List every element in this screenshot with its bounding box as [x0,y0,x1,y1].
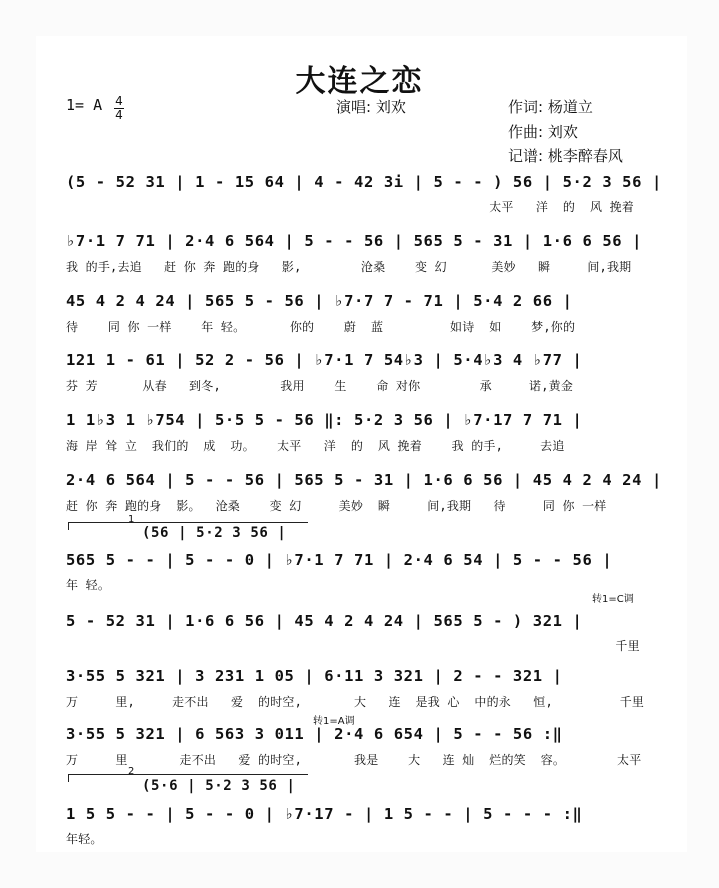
notation-row: 565 5 - - | 5 - - 0 | ♭7·1 7 71 | 2·4 6 54 | 5 - - 56 | [66,551,613,569]
volta-bracket [68,774,308,775]
notation-row: 2·4 6 564 | 5 - - 56 | 565 5 - 31 | 1·6 6 56 | 45 4 2 4 24 | [66,471,662,489]
notation-row: (5 - 52 31 | 1 - 15 64 | 4 - 42 3i | 5 - - ) 56 | 5·2 3 56 | [66,173,662,191]
notation-row: (56 | 5·2 3 56 | [142,525,287,541]
notation-row: (5·6 | 5·2 3 56 | [142,778,296,794]
notation-row: 1 1♭3 1 ♭754 | 5·5 5 - 56 ‖: 5·2 3 56 | ♭7·17 7 71 | [66,411,583,429]
volta-number: 1 [128,514,135,525]
lyrics-row: 万 里 走不出 爱 的时空, 我是 大 连 灿 烂的笑 容。 太平 [66,753,642,767]
lyrics-row: 海 岸 耸 立 我们的 成 功。 太平 洋 的 风 挽着 我 的手, 去追 [66,439,565,453]
lyricist-credit: 作词: 杨道立 [508,98,593,116]
lyrics-row: 年轻。 [66,832,103,846]
notation-row: 1 5 5 - - | 5 - - 0 | ♭7·17 - | 1 5 - - | 5 - - - :‖ [66,805,583,823]
time-signature [114,95,124,122]
key-change-label: 转1=A调 [313,716,355,727]
beats-bottom: 4 [115,108,123,122]
key-change-label: 转1=C调 [592,594,634,605]
lyrics-row: 年 轻。 [66,578,111,592]
lyrics-row: 万 里, 走不出 爱 的时空, 大 连 是我 心 中的永 恒, 千里 [66,695,645,709]
notation-row: 3·55 5 321 | 3 231 1 05 | 6·11 3 321 | 2 - - 321 | [66,667,563,685]
lyrics-row: 太平 洋 的 风 挽着 [66,200,635,214]
notation-row: 121 1 - 61 | 52 2 - 56 | ♭7·1 7 54♭3 | 5·4♭3 4 ♭77 | [66,351,583,369]
volta-bracket-end [68,774,69,782]
notation-row: ♭7·1 7 71 | 2·4 6 564 | 5 - - 56 | 565 5 - 31 | 1·6 6 56 | [66,232,643,250]
key-signature: 1= A [66,96,103,114]
volta-bracket-end [68,522,69,530]
composer-credit: 作曲: 刘欢 [508,123,578,141]
lyrics-row: 待 同 你 一样 年 轻。 你的 蔚 蓝 如诗 如 梦,你的 [66,320,576,334]
volta-number: 2 [128,766,135,777]
notation-row: 3·55 5 321 | 6 563 3 011 | 2·4 6 654 | 5 - - 56 :‖ [66,725,563,743]
notation-row: 5 - 52 31 | 1·6 6 56 | 45 4 2 4 24 | 565 5 - ) 321 | [66,612,583,630]
lyrics-row: 千里 [66,639,640,653]
singer-credit: 演唱: 刘欢 [336,98,406,116]
transcriber-credit: 记谱: 桃李醉春风 [508,147,623,165]
volta-bracket [68,522,308,523]
notation-row: 45 4 2 4 24 | 565 5 - 56 | ♭7·7 7 - 71 | 5·4 2 66 | [66,292,573,310]
score-title: 大连之恋 [295,64,424,99]
lyrics-row: 赶 你 奔 跑的身 影。 沧桑 变 幻 美妙 瞬 间,我期 待 同 你 一样 [66,499,607,513]
lyrics-row: 我 的手,去追 赶 你 奔 跑的身 影, 沧桑 变 幻 美妙 瞬 间,我期 [66,260,632,274]
lyrics-row: 芬 芳 从春 到冬, 我用 生 命 对你 承 诺,黄金 [66,379,574,393]
beats-top: 4 [115,94,123,108]
